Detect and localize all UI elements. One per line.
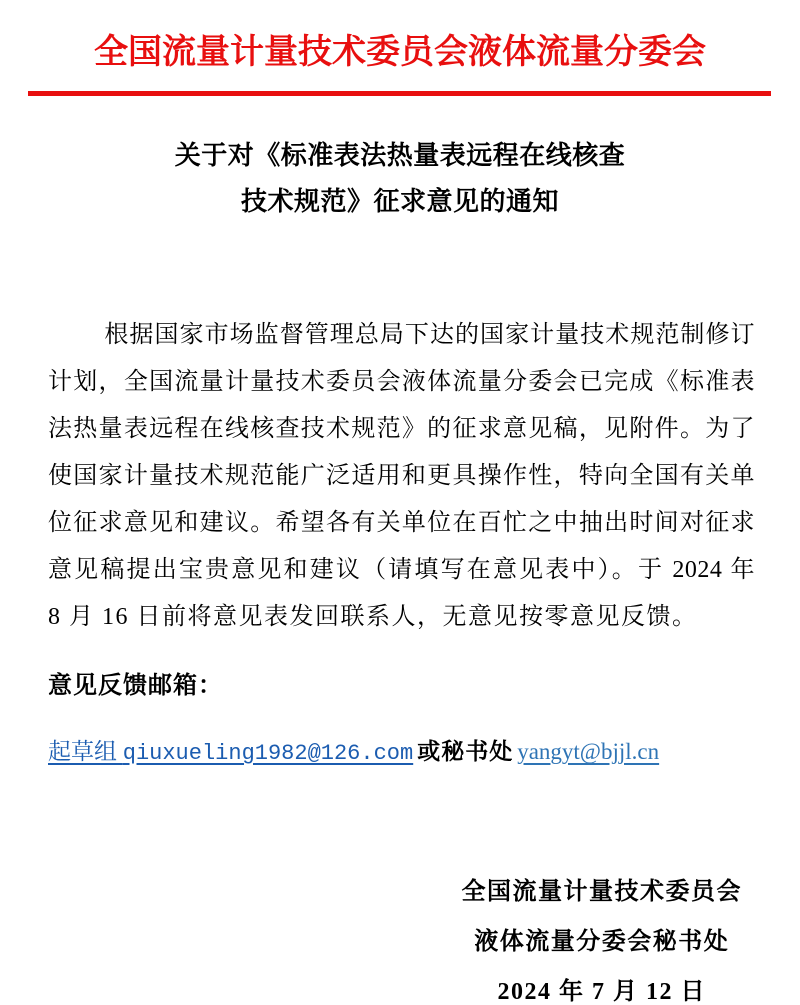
body-line: 8 月 16 日前将意见表发回联系人，无意见按零意见反馈。 bbox=[48, 604, 698, 630]
drafting-group-label: 起草组 bbox=[48, 739, 123, 764]
signature-block bbox=[462, 867, 743, 1005]
body-line: 位征求意见和建议。希望各有关单位在百忙之中抽出时间对征求 bbox=[48, 510, 755, 536]
letterhead-title: 全国流量计量技术委员会液体流量分委会 bbox=[94, 33, 706, 71]
body-line: 根据国家市场监督管理总局下达的国家计量技术规范制修订 bbox=[104, 322, 755, 348]
feedback-links-line bbox=[48, 729, 755, 777]
drafting-group-email-link[interactable] bbox=[48, 739, 413, 764]
body-line: 计划，全国流量计量技术委员会液体流量分委会已完成《标准表 bbox=[48, 369, 755, 395]
secretariat-label: 或秘书处 bbox=[417, 739, 514, 764]
document-title-line-1: 关于对《标准表法热量表远程在线核查 bbox=[174, 140, 626, 170]
signature-committee-line: 全国流量计量技术委员会 bbox=[461, 879, 742, 905]
document-title bbox=[0, 132, 800, 224]
body-line: 法热量表远程在线核查技术规范》的征求意见稿，见附件。为了 bbox=[48, 416, 755, 442]
feedback-email-heading: 意见反馈邮箱： bbox=[48, 673, 223, 699]
signature-secretariat-line: 液体流量分委会秘书处 bbox=[474, 929, 730, 955]
signature-date: 2024 年 7 月 12 日 bbox=[497, 979, 706, 1005]
drafting-group-email-address: qiuxueling1982@126.com bbox=[122, 741, 414, 766]
body-line: 意见稿提出宝贵意见和建议（请填写在意见表中）。于 2024 年 bbox=[48, 557, 755, 583]
document-title-line-2: 技术规范》征求意见的通知 bbox=[240, 186, 559, 216]
body-paragraph bbox=[48, 312, 755, 641]
red-divider bbox=[28, 91, 771, 96]
body-line: 使国家计量技术规范能广泛适用和更具操作性，特向全国有关单 bbox=[48, 463, 755, 489]
secretariat-email-link[interactable]: yangyt@bjjl.cn bbox=[517, 739, 660, 764]
